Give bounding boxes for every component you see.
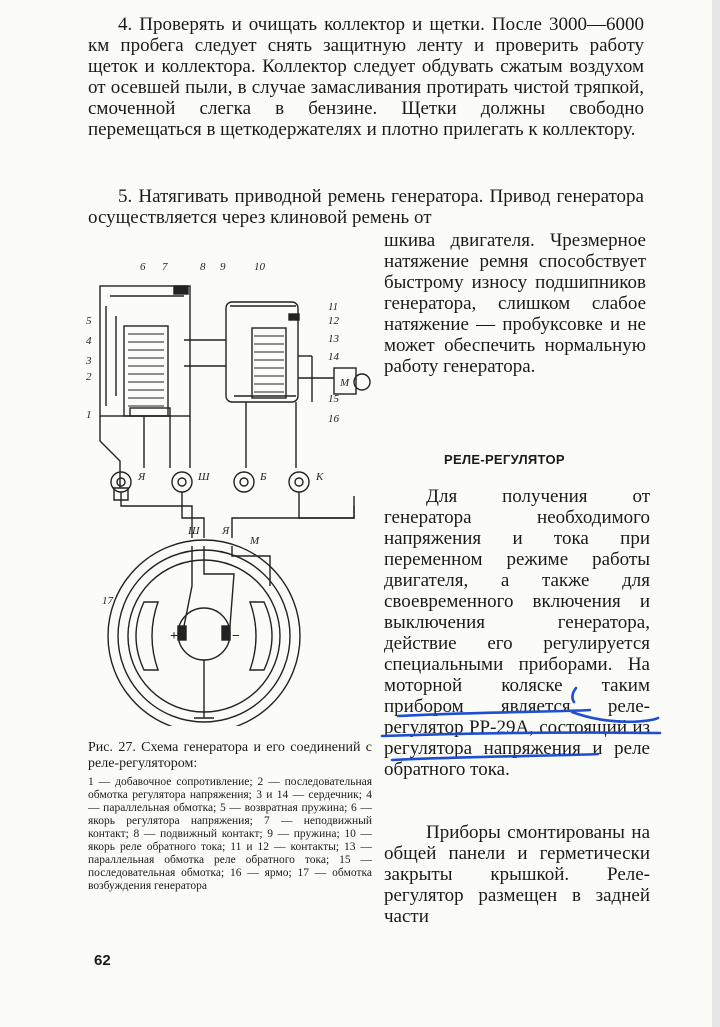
terminal-label-b: Б	[260, 471, 267, 483]
paragraph-item-4: 4. Проверять и очищать коллектор и щетки. После 3000—6000 км пробега следует снять защитную ленту и проверить работу щеток и коллектора. Коллектор следует обдувать сжатым воздухом от осевшей пыли, в случае замасливания протирать чистой тряпкой, смоченной слегка в бензине. Щетки должны свободно перемещаться в щеткодержателях и плотно прилегать к коллектору.	[88, 14, 644, 140]
diagram-label-9: 9	[220, 261, 226, 273]
generator-relay-wiring-diagram	[84, 256, 384, 726]
brush-plus-label: +	[170, 629, 178, 644]
terminal-k	[289, 472, 309, 492]
diagram-label-12: 12	[328, 315, 339, 327]
diagram-label-8: 8	[200, 261, 206, 273]
diagram-label-13: 13	[328, 333, 339, 345]
page-edge	[712, 0, 720, 1027]
voltage-regulator-coil	[124, 326, 168, 416]
terminal-sh	[172, 472, 192, 492]
brush-minus-label: −	[232, 629, 240, 644]
voltage-regulator-frame	[100, 286, 190, 416]
page-number: 62	[94, 952, 111, 969]
generator-label-m: М	[250, 535, 260, 547]
terminal-label-y: Я	[138, 471, 146, 483]
motor-label: М	[340, 377, 350, 389]
terminal-label-sh: Ш	[198, 471, 210, 483]
generator-label-y: Я	[222, 525, 230, 537]
diagram-label-6: 6	[140, 261, 146, 273]
diagram-label-15: 15	[328, 393, 339, 405]
diagram-label-1: 1	[86, 409, 92, 421]
diagram-label-7: 7	[162, 261, 168, 273]
diagram-label-17: 17	[102, 595, 113, 607]
generator-label-sh: Ш	[188, 525, 200, 537]
diagram-label-10: 10	[254, 261, 265, 273]
paragraph-relay-intro: Для получения от генератора необходимого напряжения и тока при переменном режиме работы двигателя, а также для своевременного включения и выключения генератора, действие его регулируется специальными приборами. На моторной коляске таким прибором является реле-регулятор РР-29А, состоящий из регулятора напряжения и реле обратного тока.	[384, 486, 650, 780]
figure-caption: Рис. 27. Схема генератора и его соединений с реле-регулятором:	[88, 740, 372, 771]
diagram-label-4: 4	[86, 335, 92, 347]
terminal-label-k: К	[316, 471, 324, 483]
paragraph-relay-mounting: Приборы смонтированы на общей панели и герметически закрыты крышкой. Реле-регулятор размещен в задней части	[384, 822, 650, 927]
diagram-label-2: 2	[86, 371, 92, 383]
terminal-b	[234, 472, 254, 492]
reverse-current-relay-coil	[252, 328, 286, 398]
diagram-label-5: 5	[86, 315, 92, 327]
section-heading: РЕЛЕ-РЕГУЛЯТОР	[444, 452, 565, 467]
diagram-label-14: 14	[328, 351, 339, 363]
diagram-label-11: 11	[328, 301, 339, 313]
generator	[108, 540, 300, 726]
figure-legend: 1 — добавочное сопротивление; 2 — последовательная обмотка регулятора напряжения; 3 и 14 — сердечник; 4 — параллельная обмотка; 5 — возвратная пружина; 6 — якорь регулятора напряжения; 7 — неподвижный контакт; 8 — подвижный контакт; 9 — пружина; 10 — якорь реле обратного тока; 11 и 12 — контакты; 13 — параллельная обмотка реле обратного тока; 15 — последовательная обмотка; 16 — ярмо; 17 — обмотка возбуждения генератора	[88, 776, 372, 892]
paragraph-item-5: 5. Натягивать приводной ремень генератора. Привод генератора осуществляется через клиновой ремень от	[88, 186, 644, 228]
paragraph-item-5-continued: шкива двигателя. Чрезмерное натяжение ремня способствует быстрому износу подшипников генератора, слишком слабое натяжение — пробуксовке и не может обеспечить нормальную работу генератора.	[384, 230, 646, 377]
diagram-label-16: 16	[328, 413, 339, 425]
diagram-label-3: 3	[86, 355, 92, 367]
